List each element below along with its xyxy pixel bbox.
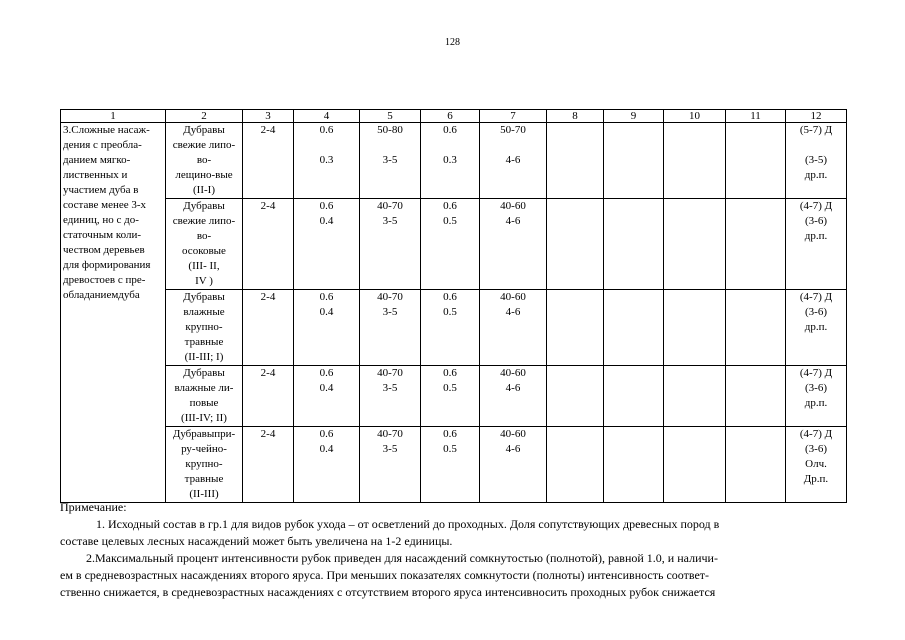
cell-line: 3-5: [382, 382, 398, 394]
cell-line: (3-6): [805, 382, 827, 394]
header-cell: 3: [243, 110, 294, 123]
notes-section: [60, 499, 846, 601]
cell-line: 0.6: [443, 428, 457, 440]
value-cell: [243, 366, 294, 427]
header-cell: 1: [61, 110, 166, 123]
cell-line: дения с преобла-: [63, 139, 142, 151]
value-cell: [294, 199, 360, 290]
empty-cell: [604, 366, 664, 427]
cell-line: 40-60: [500, 291, 526, 303]
empty-cell: [664, 366, 726, 427]
header-cell: 6: [421, 110, 480, 123]
cell-line: 0.3: [443, 154, 457, 166]
cell-line: повые: [189, 397, 219, 409]
value-cell: [421, 290, 480, 366]
cell-line: 4-6: [505, 306, 521, 318]
empty-cell: [547, 199, 604, 290]
value-cell: [421, 199, 480, 290]
cell-line: 0.6: [319, 200, 334, 212]
value-cell: [243, 199, 294, 290]
cell-line: др.п.: [804, 397, 828, 409]
cell-line: (II-I): [193, 184, 215, 196]
cell-line: 40-70: [377, 200, 403, 212]
cell-line: древостоев с пре-: [63, 274, 146, 286]
value-cell: [360, 123, 421, 199]
forest-type-cell: [166, 366, 243, 427]
cell-line: свежие липо-: [172, 215, 236, 227]
value-cell: [360, 290, 421, 366]
cell-line: 40-70: [377, 291, 403, 303]
cell-line: 2-4: [260, 367, 276, 379]
value-cell: [421, 366, 480, 427]
cell-line: 40-70: [377, 367, 403, 379]
empty-cell: [547, 366, 604, 427]
cell-line: 50-80: [377, 124, 403, 136]
cell-line: (II-III; I): [184, 351, 224, 363]
cell-line: чеством деревьев: [63, 244, 145, 256]
value-cell: [421, 123, 480, 199]
cell-line: (4-7) Д: [799, 428, 833, 440]
cell-line: 0.6: [319, 428, 334, 440]
cell-line: единиц, но с до-: [63, 214, 139, 226]
empty-cell: [604, 290, 664, 366]
cell-line: 40-60: [500, 367, 526, 379]
cell-line: 0.6: [319, 124, 334, 136]
empty-cell: [726, 290, 786, 366]
cell-line: (3-5): [805, 154, 827, 166]
header-cell: 2: [166, 110, 243, 123]
cell-line: 3-5: [382, 306, 398, 318]
composition-cell: [786, 290, 847, 366]
composition-cell: [786, 366, 847, 427]
empty-cell: [664, 427, 726, 503]
value-cell: [294, 123, 360, 199]
header-cell: 9: [604, 110, 664, 123]
header-cell: 12: [786, 110, 847, 123]
cell-line: во-: [196, 230, 212, 242]
value-cell: [360, 366, 421, 427]
value-cell: [480, 199, 547, 290]
note-2-line-3: ственно снижается, в средневозрастных насаждениях с отсутствием второго яруса интенсивносить проходных рубок снижается: [60, 585, 716, 599]
cell-line: 50-70: [500, 124, 526, 136]
cell-line: статочным коли-: [63, 229, 141, 241]
cell-line: (III-IV; II): [181, 412, 227, 424]
cell-line: влажные ли-: [174, 382, 234, 394]
cell-line: 0.6: [319, 367, 334, 379]
cell-line: (4-7) Д: [799, 291, 833, 303]
empty-cell: [547, 290, 604, 366]
cell-line: Дубравы: [183, 291, 225, 303]
composition-cell: [786, 199, 847, 290]
cell-line: составе менее 3-х: [63, 199, 147, 211]
empty-cell: [604, 123, 664, 199]
cell-line: 4-6: [505, 382, 521, 394]
empty-cell: [547, 427, 604, 503]
cell-line: [362, 138, 418, 153]
cell-line: осоковые: [182, 245, 226, 257]
value-cell: [294, 427, 360, 503]
cell-line: (3-6): [805, 215, 827, 227]
empty-cell: [726, 427, 786, 503]
cell-line: (5-7) Д: [799, 124, 833, 136]
cell-line: 2-4: [260, 200, 276, 212]
cell-line: 0.5: [443, 215, 457, 227]
cell-line: 2-4: [260, 124, 276, 136]
cell-line: др.п.: [804, 230, 828, 242]
forest-type-cell: [166, 427, 243, 503]
header-cell: 10: [664, 110, 726, 123]
cell-line: 0.6: [443, 367, 457, 379]
header-cell: 8: [547, 110, 604, 123]
cell-line: 0.5: [443, 306, 457, 318]
table-row: [61, 123, 847, 199]
empty-cell: [604, 427, 664, 503]
table-row: [61, 427, 847, 503]
cell-line: 0.6: [443, 124, 457, 136]
cell-line: 3.Сложные насаж-: [63, 124, 150, 136]
header-cell: 5: [360, 110, 421, 123]
cell-line: 3-5: [382, 443, 398, 455]
cell-line: Дубравы: [183, 124, 225, 136]
cell-line: лещино-вые: [175, 169, 233, 181]
note-1-line-2: составе целевых лесных насаждений может быть увеличена на 1-2 единицы.: [60, 534, 453, 548]
cell-line: 0.4: [319, 443, 334, 455]
stand-type-cell: [61, 123, 166, 503]
cell-line: 4-6: [505, 215, 521, 227]
cell-line: травные: [184, 336, 224, 348]
page-number: 128: [445, 37, 460, 48]
value-cell: [480, 427, 547, 503]
cell-line: 0.6: [319, 291, 334, 303]
note-2-line-2: ем в средневозрастных насаждениях второго яруса. При меньших показателях сомкнутости (полноты) интенсивность соответ-: [60, 568, 710, 582]
value-cell: [243, 427, 294, 503]
cell-line: во-: [196, 154, 212, 166]
cell-line: др.п.: [804, 169, 828, 181]
empty-cell: [726, 123, 786, 199]
cell-line: 40-60: [500, 428, 526, 440]
cell-line: крупно-: [185, 321, 223, 333]
cell-line: 2-4: [260, 291, 276, 303]
value-cell: [243, 123, 294, 199]
value-cell: [294, 366, 360, 427]
cell-line: (4-7) Д: [799, 200, 833, 212]
forest-type-cell: [166, 199, 243, 290]
value-cell: [243, 290, 294, 366]
header-cell: 7: [480, 110, 547, 123]
cell-line: участием дуба в: [63, 184, 139, 196]
cell-line: 0.4: [319, 215, 334, 227]
empty-cell: [726, 199, 786, 290]
cell-line: крупно-: [185, 458, 223, 470]
value-cell: [480, 123, 547, 199]
note-1-line-1: 1. Исходный состав в гр.1 для видов рубок ухода – от осветлений до проходных. Доля сопутствующих древесных пород в: [96, 517, 720, 531]
empty-cell: [664, 123, 726, 199]
cell-line: (3-6): [805, 306, 827, 318]
header-cell: 4: [294, 110, 360, 123]
cell-line: Олч.: [805, 458, 827, 470]
cell-line: (II-III): [189, 488, 219, 500]
note-2-line-1: 2.Максимальный процент интенсивности рубок приведен для насаждений сомкнутостью (полнотой), равной 1.0, и наличи-: [86, 551, 718, 565]
cell-line: влажные: [183, 306, 225, 318]
cell-line: для формирования: [63, 259, 151, 271]
cell-line: 0.6: [443, 291, 457, 303]
value-cell: [480, 366, 547, 427]
cell-line: (III- II,: [188, 260, 220, 272]
cell-line: ру-чейно-: [181, 443, 227, 455]
empty-cell: [604, 199, 664, 290]
composition-cell: [786, 123, 847, 199]
table-row: [61, 199, 847, 290]
cell-line: 40-70: [377, 428, 403, 440]
cell-line: травные: [184, 473, 224, 485]
cell-line: данием мягко-: [63, 154, 131, 166]
cell-line: (4-7) Д: [799, 367, 833, 379]
cell-line: IV ): [195, 275, 213, 287]
cell-line: 3-5: [382, 215, 398, 227]
forest-type-cell: [166, 290, 243, 366]
cell-line: 3-5: [382, 154, 398, 166]
cell-line: 2-4: [260, 428, 276, 440]
forest-thinning-table: [60, 109, 847, 503]
composition-cell: [786, 427, 847, 503]
header-row: [61, 110, 847, 123]
cell-line: Дубравы: [183, 367, 225, 379]
value-cell: [480, 290, 547, 366]
empty-cell: [547, 123, 604, 199]
cell-line: [423, 138, 477, 153]
cell-line: обладаниемдуба: [63, 289, 140, 301]
cell-line: [788, 138, 844, 153]
cell-line: 0.5: [443, 443, 457, 455]
forest-type-cell: [166, 123, 243, 199]
cell-line: 0.6: [443, 200, 457, 212]
table-row: [61, 366, 847, 427]
cell-line: (3-6): [805, 443, 827, 455]
table-row: [61, 290, 847, 366]
cell-line: [296, 138, 357, 153]
cell-line: [482, 138, 544, 153]
cell-line: 0.4: [319, 382, 334, 394]
value-cell: [360, 199, 421, 290]
cell-line: 0.3: [319, 154, 334, 166]
cell-line: Дубравыпри-: [172, 428, 236, 440]
cell-line: Др.п.: [803, 473, 829, 485]
cell-line: Дубравы: [183, 200, 225, 212]
empty-cell: [664, 199, 726, 290]
notes-title: Примечание:: [60, 500, 127, 514]
cell-line: 4-6: [505, 154, 521, 166]
cell-line: свежие липо-: [172, 139, 236, 151]
value-cell: [294, 290, 360, 366]
cell-line: 0.4: [319, 306, 334, 318]
value-cell: [360, 427, 421, 503]
empty-cell: [726, 366, 786, 427]
cell-line: др.п.: [804, 321, 828, 333]
cell-line: 0.5: [443, 382, 457, 394]
empty-cell: [664, 290, 726, 366]
cell-line: 40-60: [500, 200, 526, 212]
value-cell: [421, 427, 480, 503]
header-cell: 11: [726, 110, 786, 123]
cell-line: 4-6: [505, 443, 521, 455]
cell-line: лиственных и: [63, 169, 128, 181]
